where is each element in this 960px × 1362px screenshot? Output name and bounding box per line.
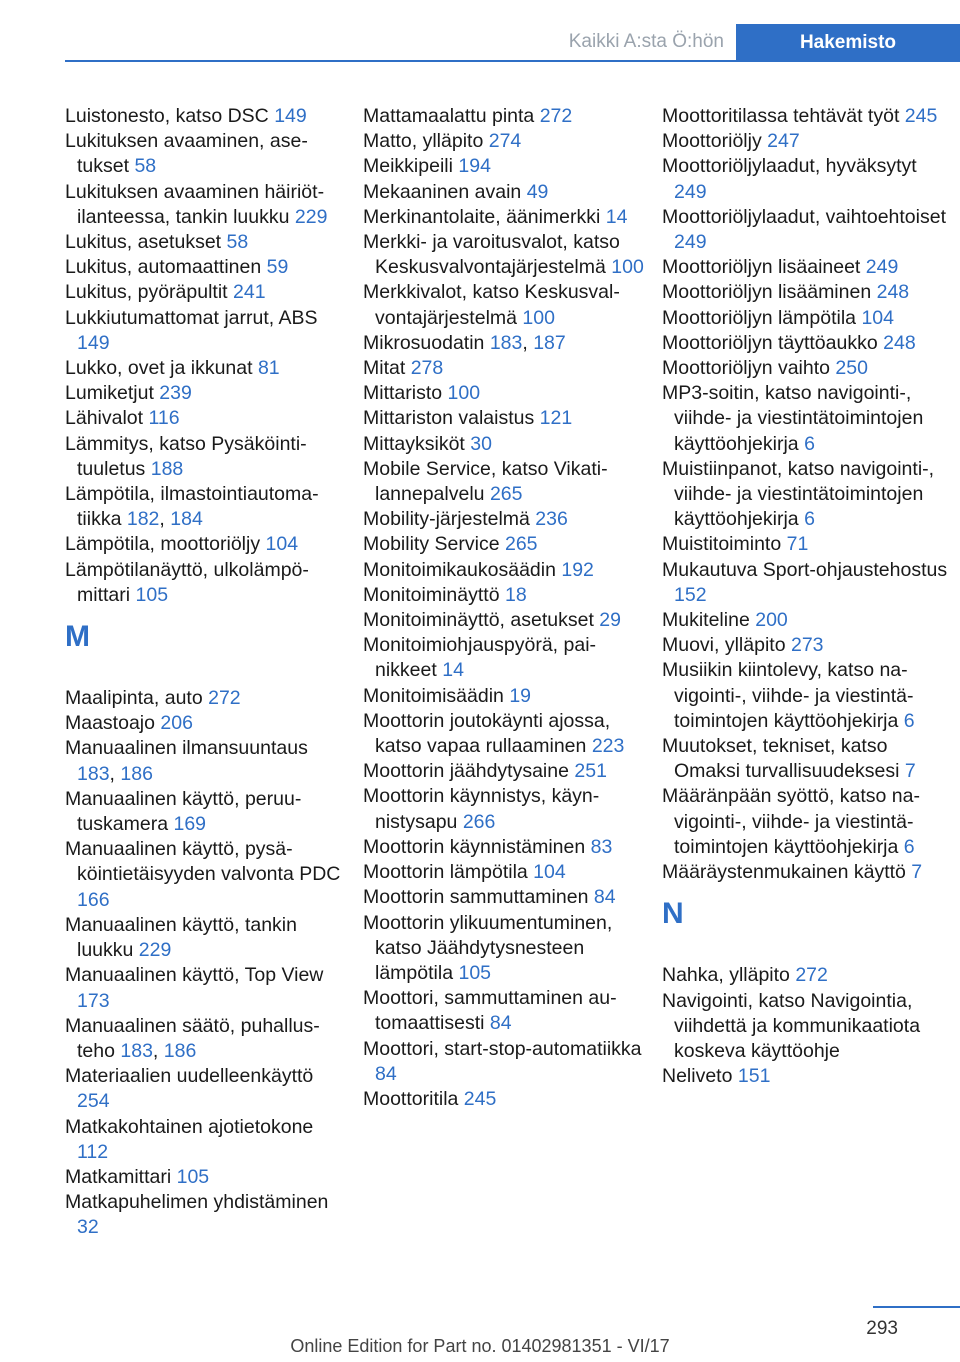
index-entry xyxy=(65,432,345,482)
page-link[interactable]: 239 xyxy=(159,382,192,405)
index-entry-text: Lukituksen avaaminen, asetukset xyxy=(65,130,308,178)
index-entry xyxy=(662,658,952,734)
page-link[interactable]: 183 xyxy=(489,331,523,354)
page-link[interactable]: 272 xyxy=(539,105,573,127)
page-link[interactable]: 121 xyxy=(539,407,573,430)
index-entry-text: Merkinantolaite, äänimerkki xyxy=(363,205,601,228)
index-entry xyxy=(65,711,345,736)
index-entry-text: Manuaalinen säätö, puhallusteho xyxy=(65,1014,320,1062)
index-entry xyxy=(662,633,952,658)
index-entry: Lämpötila, ilmastointiautomatiikka 182, 184 xyxy=(65,483,319,531)
index-entry-text: Mitat xyxy=(363,357,406,380)
page-link[interactable]: 149 xyxy=(274,105,307,127)
index-entry-text: MP3-soitin, katso navigointi-, viihde- ja viestintätoimintojen käyttöohjekirja xyxy=(662,382,924,455)
index-entry xyxy=(363,608,648,633)
index-entry: Manuaalinen ilmansuuntaus 183, 186 xyxy=(65,737,308,785)
page-link[interactable]: 100 xyxy=(447,382,481,405)
index-entry-text: Moottoriöljyn lisääminen xyxy=(662,281,872,304)
index-entry xyxy=(662,154,952,204)
page-link[interactable]: 18 xyxy=(504,583,527,606)
index-entry xyxy=(363,406,648,431)
index-entry-text: Luistonesto, katso DSC xyxy=(65,105,269,127)
index-entry xyxy=(363,583,648,608)
index-entry-text: Moottorin jäähdytysaine xyxy=(363,760,569,783)
page-link[interactable]: 105 xyxy=(176,1165,210,1188)
index-entry xyxy=(363,129,648,154)
index-entry-text: Moottorin lämpötila xyxy=(363,861,528,884)
index-entry-text: Mukautuva Sport-ohjaustehostus xyxy=(662,558,948,581)
index-entry-text: Matto, ylläpito xyxy=(363,130,484,153)
index-entry-text: Manuaalinen käyttö, peruutuskamera xyxy=(65,787,302,836)
index-entry xyxy=(662,356,952,381)
index-entry-text: Meikkipeili xyxy=(363,155,453,178)
index-entry xyxy=(363,230,648,280)
index-entry xyxy=(65,532,345,557)
index-entry xyxy=(65,381,345,406)
index-entry xyxy=(65,406,345,431)
index-entry xyxy=(363,1087,648,1112)
index-entry-text: Lumiketjut xyxy=(65,382,154,405)
tab-index[interactable]: Hakemisto xyxy=(736,24,960,62)
index-entry xyxy=(65,255,345,280)
index-entry-text: Lukko, ovet ja ikkunat xyxy=(65,357,253,380)
page-link[interactable]: 14 xyxy=(442,659,464,682)
index-entry xyxy=(363,280,648,330)
index-entry xyxy=(662,963,952,988)
index-entry-text: Määränpään syöttö, katso navigointi-, viihde- ja viestintätoimintojen käyttöohjekirja xyxy=(662,785,920,858)
page-number: 293 xyxy=(866,1318,898,1339)
index-entry xyxy=(363,154,648,179)
page-link[interactable]: 84 xyxy=(593,886,616,909)
index-entry xyxy=(662,331,952,356)
index-entry-text: Moottoriöljyn lämpötila xyxy=(662,306,857,329)
index-entry xyxy=(662,1064,952,1089)
index-entry xyxy=(662,280,952,305)
index-entry xyxy=(363,911,648,987)
index-entry-text: Lähivalot xyxy=(65,407,144,430)
index-entry-text: Moottoriöljylaadut, vaihtoehtoiset xyxy=(662,205,946,228)
page-link[interactable]: 152 xyxy=(674,583,707,606)
page-link[interactable]: 247 xyxy=(767,130,800,153)
page-link[interactable]: 229 xyxy=(294,205,328,228)
page-link[interactable]: 6 xyxy=(903,709,915,732)
index-entry-text: Moottoritilassa tehtävät työt xyxy=(662,105,900,127)
index-entry xyxy=(363,860,648,885)
section-letter: N xyxy=(662,897,684,931)
index-entry-text: Monitoimiohjauspyörä, painikkeet xyxy=(363,634,597,682)
index-entry xyxy=(65,1190,345,1240)
index-entry-text: Matkapuhelimen yhdistäminen xyxy=(65,1191,329,1214)
index-entry-text: Lukitus, automaattinen xyxy=(65,256,262,279)
index-entry-text: Materiaalien uudelleenkäyttö xyxy=(65,1065,314,1088)
index-column-1 xyxy=(65,104,345,1241)
index-entry xyxy=(662,558,952,608)
index-entry-text: Moottorin käynnistys, käynnistysapu xyxy=(363,785,600,833)
page-link[interactable]: 71 xyxy=(786,533,809,556)
header-divider xyxy=(65,60,960,62)
index-entry xyxy=(65,837,345,913)
page-link[interactable]: 245 xyxy=(904,105,938,127)
index-entry xyxy=(363,507,648,532)
index-entry xyxy=(363,356,648,381)
page-link[interactable]: 183 xyxy=(120,1039,153,1062)
index-entry xyxy=(363,381,648,406)
index-entry xyxy=(363,180,648,205)
page-link[interactable]: 254 xyxy=(77,1090,110,1113)
index-entry-text: Monitoimikaukosäädin xyxy=(363,558,556,581)
index-entry xyxy=(662,457,952,533)
index-entry xyxy=(65,1115,345,1165)
index-entry-text: Määräystenmukainen käyttö xyxy=(662,861,906,884)
index-entry xyxy=(65,913,345,963)
page-link[interactable]: 250 xyxy=(835,357,868,380)
index-entry-text: Moottoritila xyxy=(363,1087,459,1110)
page-link[interactable]: 100 xyxy=(611,256,644,279)
index-entry-text: Lukitus, asetukset xyxy=(65,231,222,254)
index-entry-text: Navigointi, katso Navigointia, viihdettä ja kommunikaatiota koskeva käyttöohje xyxy=(662,989,921,1062)
page-link[interactable]: 32 xyxy=(77,1216,99,1239)
page-link[interactable]: 83 xyxy=(590,835,613,858)
index-entry-text: Mikrosuodatin xyxy=(363,331,485,354)
page-link[interactable]: 249 xyxy=(865,256,899,279)
index-entry xyxy=(363,835,648,860)
page-link[interactable]: 14 xyxy=(605,205,628,228)
index-entry xyxy=(363,104,648,129)
page-link[interactable]: 182 xyxy=(126,508,160,531)
page-link[interactable]: 183 xyxy=(77,762,110,785)
page-link[interactable]: 187 xyxy=(533,331,566,354)
index-entry-text: Lämpötilanäyttö, ulkolämpömittari xyxy=(65,558,309,606)
page-link[interactable]: 192 xyxy=(561,558,594,581)
page-link[interactable]: 149 xyxy=(77,331,110,354)
index-entry-text: Lämmitys, katso Pysäköintituuletus xyxy=(65,432,307,480)
index-entry-text: Moottoriöljyn lisäaineet xyxy=(662,256,861,279)
page-link[interactable]: 151 xyxy=(737,1065,771,1088)
index-entry-text: Manuaalinen käyttö, Top View xyxy=(65,964,324,987)
index-entry xyxy=(662,129,952,154)
index-entry xyxy=(363,784,648,834)
index-entry-text: Neliveto xyxy=(662,1065,733,1088)
page-link[interactable]: 278 xyxy=(410,357,444,380)
index-entry-text: Moottori, start-stop-automatiikka xyxy=(363,1037,642,1060)
index-entry xyxy=(662,532,952,557)
index-entry-text: Maastoajo xyxy=(65,712,155,735)
index-entry xyxy=(662,306,952,331)
page-link[interactable]: 105 xyxy=(458,961,492,984)
page-link[interactable]: 58 xyxy=(226,231,249,254)
index-entry-text: Monitoiminäyttö xyxy=(363,583,500,606)
index-entry xyxy=(363,432,648,457)
index-entry-text: Mittariston valaistus xyxy=(363,407,535,430)
page-link[interactable]: 188 xyxy=(150,457,184,480)
index-entry-text: Moottoriöljy xyxy=(662,130,762,153)
page-link[interactable]: 49 xyxy=(526,180,549,203)
page-link[interactable]: 104 xyxy=(533,861,566,884)
index-entry xyxy=(662,255,952,280)
index-entry-text: Moottoriöljylaadut, hyväksytyt xyxy=(662,155,917,178)
index-entry-text: Mukiteline xyxy=(662,609,750,632)
index-entry-text: Moottorin sammuttaminen xyxy=(363,886,589,909)
index-entry-text: Moottoriöljyn täyttöaukko xyxy=(662,331,878,354)
page-link[interactable]: 59 xyxy=(266,256,289,279)
index-entry-text: Lukkiutumattomat jarrut, ABS xyxy=(65,306,318,329)
index-entry xyxy=(363,1037,648,1087)
page-link[interactable]: 100 xyxy=(522,306,555,329)
index-entry-text: Moottori, sammuttaminen automaattisesti xyxy=(363,987,617,1035)
index-entry-text: Mobility-järjestelmä xyxy=(363,508,530,531)
index-entry-text: Mobile Service, katso Vikatilannepalvelu xyxy=(363,457,608,506)
index-entry xyxy=(662,104,952,129)
index-entry-text: Merkkivalot, katso Keskusvalvontajärjestelmä xyxy=(363,281,620,329)
index-entry xyxy=(65,230,345,255)
page-link[interactable]: 7 xyxy=(904,760,916,783)
index-entry xyxy=(65,963,345,1013)
index-entry: Mikrosuodatin 183, 187 xyxy=(363,331,566,354)
page-link[interactable]: 223 xyxy=(591,735,625,758)
edition-note: Online Edition for Part no. 01402981351 - VI/17 xyxy=(290,1336,670,1356)
index-entry xyxy=(65,1165,345,1190)
index-entry-text: Matkamittari xyxy=(65,1165,172,1188)
index-entry-text: Moottoriöljyn vaihto xyxy=(662,357,830,380)
index-column-3 xyxy=(662,104,952,1089)
index-entry xyxy=(363,457,648,507)
page-link[interactable]: 186 xyxy=(163,1039,197,1062)
index-entry xyxy=(65,558,345,608)
index-entry-text: Muutokset, tekniset, katso Omaksi turvallisuudeksesi xyxy=(662,735,900,783)
page-link[interactable]: 245 xyxy=(463,1087,497,1110)
footer-divider xyxy=(873,1306,960,1308)
page-link[interactable]: 173 xyxy=(77,989,110,1012)
index-entry-text: Manuaalinen käyttö, tankin luukku xyxy=(65,913,297,962)
page-header xyxy=(0,0,960,62)
index-entry xyxy=(662,860,952,885)
page-link[interactable]: 58 xyxy=(134,155,157,178)
index-entry xyxy=(65,180,345,230)
index-entry-text: Muovi, ylläpito xyxy=(662,634,786,657)
index-entry-text: Manuaalinen ilmansuuntaus xyxy=(65,737,308,760)
index-entry-text: Mittaristo xyxy=(363,382,443,405)
index-entry xyxy=(363,885,648,910)
index-entry xyxy=(65,787,345,837)
index-entry-text: Mobility Service xyxy=(363,533,500,556)
page-link[interactable]: 30 xyxy=(470,432,492,455)
index-entry-text: Maalipinta, auto xyxy=(65,687,203,710)
index-entry xyxy=(65,1064,345,1114)
section-letter: M xyxy=(65,620,90,654)
index-entry-text: Moottorin ylikuumentuminen, katso Jäähdytysnesteen lämpötila xyxy=(363,911,613,984)
page-link[interactable]: 272 xyxy=(208,687,241,710)
page-link[interactable]: 241 xyxy=(233,281,266,304)
index-entry-text: Lukitus, pyöräpultit xyxy=(65,281,228,304)
page-link[interactable]: 169 xyxy=(173,813,207,836)
page-link[interactable]: 105 xyxy=(135,583,169,606)
page-link[interactable]: 248 xyxy=(883,331,916,354)
page-link[interactable]: 248 xyxy=(876,281,910,304)
page-link[interactable]: 265 xyxy=(504,533,538,556)
page-link[interactable]: 116 xyxy=(148,407,180,430)
page-link[interactable]: 206 xyxy=(160,712,193,735)
index-entry-text: Nahka, ylläpito xyxy=(662,964,790,987)
index-entry-text: Monitoiminäyttö, asetukset xyxy=(363,609,594,632)
page-link[interactable]: 186 xyxy=(120,762,153,785)
page-link[interactable]: 84 xyxy=(375,1062,397,1085)
index-entry xyxy=(65,280,345,305)
breadcrumb[interactable]: Kaikki A:sta Ö:hön xyxy=(568,31,724,52)
index-entry xyxy=(662,784,952,860)
index-entry-text: Monitoimisäädin xyxy=(363,684,504,707)
index-entry xyxy=(363,684,648,709)
page-link[interactable]: 112 xyxy=(77,1140,109,1163)
index-entry xyxy=(662,608,952,633)
index-entry-text: Lukituksen avaaminen häiriötilanteessa, tankin luukku xyxy=(65,180,325,228)
page-link[interactable]: 194 xyxy=(458,155,491,178)
page-link[interactable]: 104 xyxy=(265,533,299,556)
index-entry-text: Matkakohtainen ajotietokone xyxy=(65,1115,314,1138)
page-link[interactable]: 274 xyxy=(488,130,522,153)
index-entry xyxy=(662,734,952,784)
index-entry xyxy=(662,381,952,457)
page-link[interactable]: 266 xyxy=(462,810,496,833)
index-entry-text: Muistitoiminto xyxy=(662,533,782,556)
index-entry-text: Manuaalinen käyttö, pysäköintietäisyyden valvonta PDC xyxy=(65,838,341,886)
index-entry xyxy=(65,306,345,356)
page-link[interactable]: 29 xyxy=(599,609,621,632)
page-link[interactable]: 104 xyxy=(861,306,894,329)
index-entry-text: Muistiinpanot, katso navigointi-, viihde- ja viestintätoimintojen käyttöohjekirja xyxy=(662,457,935,531)
index-entry xyxy=(65,356,345,381)
page-link[interactable]: 84 xyxy=(489,1012,512,1035)
page-link[interactable]: 251 xyxy=(574,760,607,783)
page-link[interactable]: 6 xyxy=(804,432,815,455)
index-entry xyxy=(363,633,648,683)
page-link[interactable]: 273 xyxy=(790,634,824,657)
page-link[interactable]: 249 xyxy=(674,180,707,203)
index-entry xyxy=(363,709,648,759)
page-link[interactable]: 184 xyxy=(170,508,203,531)
index-entry xyxy=(363,205,648,230)
page-link[interactable]: 229 xyxy=(138,939,172,962)
index-entry xyxy=(363,759,648,784)
page-link[interactable]: 272 xyxy=(795,964,828,987)
page-link[interactable]: 6 xyxy=(804,508,815,531)
index-entry xyxy=(662,205,952,255)
index-entry xyxy=(363,532,648,557)
index-entry xyxy=(65,686,345,711)
index-entry-text: Merkki- ja varoitusvalot, katso Keskusvalvontajärjestelmä xyxy=(363,231,620,279)
index-entry-text: Mekaaninen avain xyxy=(363,180,522,203)
index-entry-text: Mattamaalattu pinta xyxy=(363,105,535,127)
index-entry-text: Mittayksiköt xyxy=(363,432,465,455)
page-link[interactable]: 6 xyxy=(903,835,915,858)
index-entry xyxy=(662,989,952,1065)
index-column-2 xyxy=(363,104,648,1112)
page-link[interactable]: 200 xyxy=(755,609,788,632)
index-entry-text: Moottorin joutokäynti ajossa, katso vapaa rullaaminen xyxy=(363,709,611,758)
index-entry-text: Musiikin kiintolevy, katso navigointi-, viihde- ja viestintätoimintojen käyttöohjekirja xyxy=(662,659,914,732)
page-link[interactable]: 81 xyxy=(257,357,280,380)
index-entry xyxy=(363,986,648,1036)
index-entry-text: Lämpötila, ilmastointiautomatiikka xyxy=(65,483,319,531)
page-link[interactable]: 7 xyxy=(911,861,923,884)
page-link[interactable]: 166 xyxy=(77,888,110,911)
index-entry-text: Lämpötila, moottoriöljy xyxy=(65,533,261,556)
page-link[interactable]: 249 xyxy=(674,231,707,254)
page-link[interactable]: 265 xyxy=(489,483,523,506)
page-link[interactable]: 19 xyxy=(509,684,532,707)
index-entry: Manuaalinen säätö, puhallusteho 183, 186 xyxy=(65,1014,320,1062)
index-entry-text: Moottorin käynnistäminen xyxy=(363,835,586,858)
index-entry xyxy=(65,129,345,179)
index-entry xyxy=(65,104,345,129)
page-link[interactable]: 236 xyxy=(535,508,568,531)
index-entry xyxy=(363,558,648,583)
